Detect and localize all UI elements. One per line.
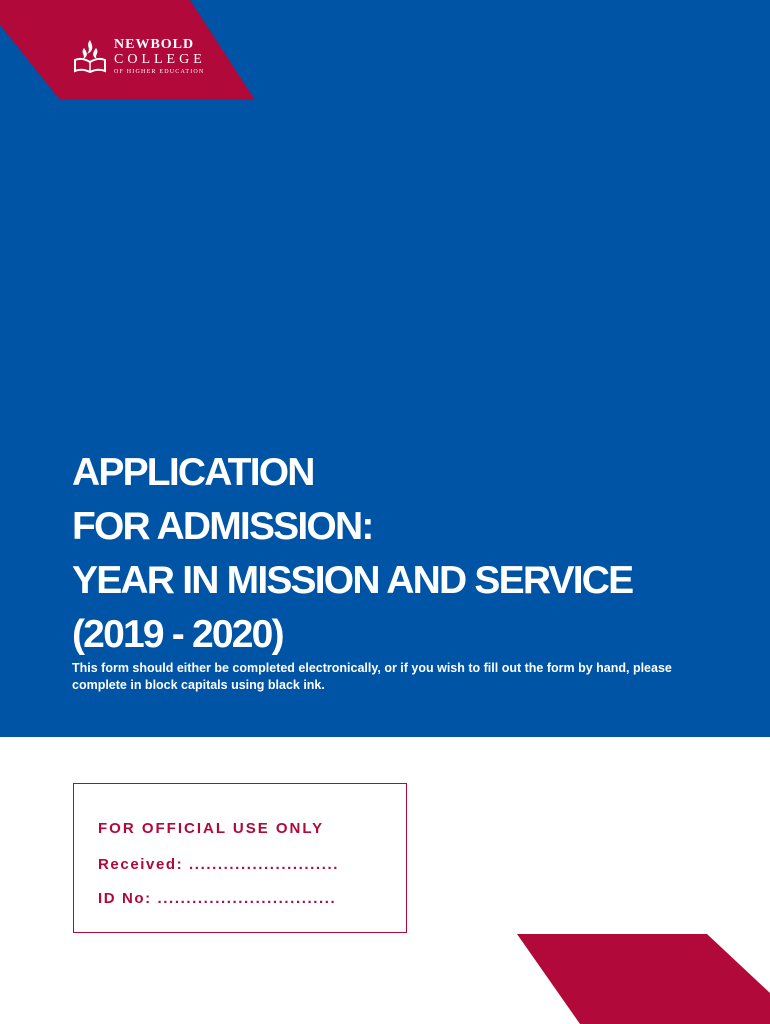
title-line: (2019 - 2020): [72, 613, 283, 656]
logo-college: COLLEGE: [114, 51, 206, 67]
official-use-heading: FOR OFFICIAL USE ONLY: [98, 820, 325, 837]
official-use-box: [73, 783, 407, 933]
title-line: YEAR IN MISSION AND SERVICE: [72, 559, 633, 602]
id-number-field: ID No: ...............................: [98, 890, 337, 907]
title-line: FOR ADMISSION:: [72, 505, 373, 548]
title-line: APPLICATION: [72, 451, 314, 494]
logo-tagline: OF HIGHER EDUCATION: [114, 68, 205, 75]
logo-name: NEWBOLD: [114, 36, 195, 52]
received-field: Received: ..........................: [98, 856, 339, 873]
page-title: [72, 446, 632, 662]
logo-wordmark: [114, 38, 206, 75]
college-logo: [72, 36, 206, 76]
flame-book-icon: [72, 38, 108, 74]
form-instructions: This form should either be completed electronically, or if you wish to fill out the form by hand, please complete in block capitals using black ink.: [72, 661, 672, 692]
